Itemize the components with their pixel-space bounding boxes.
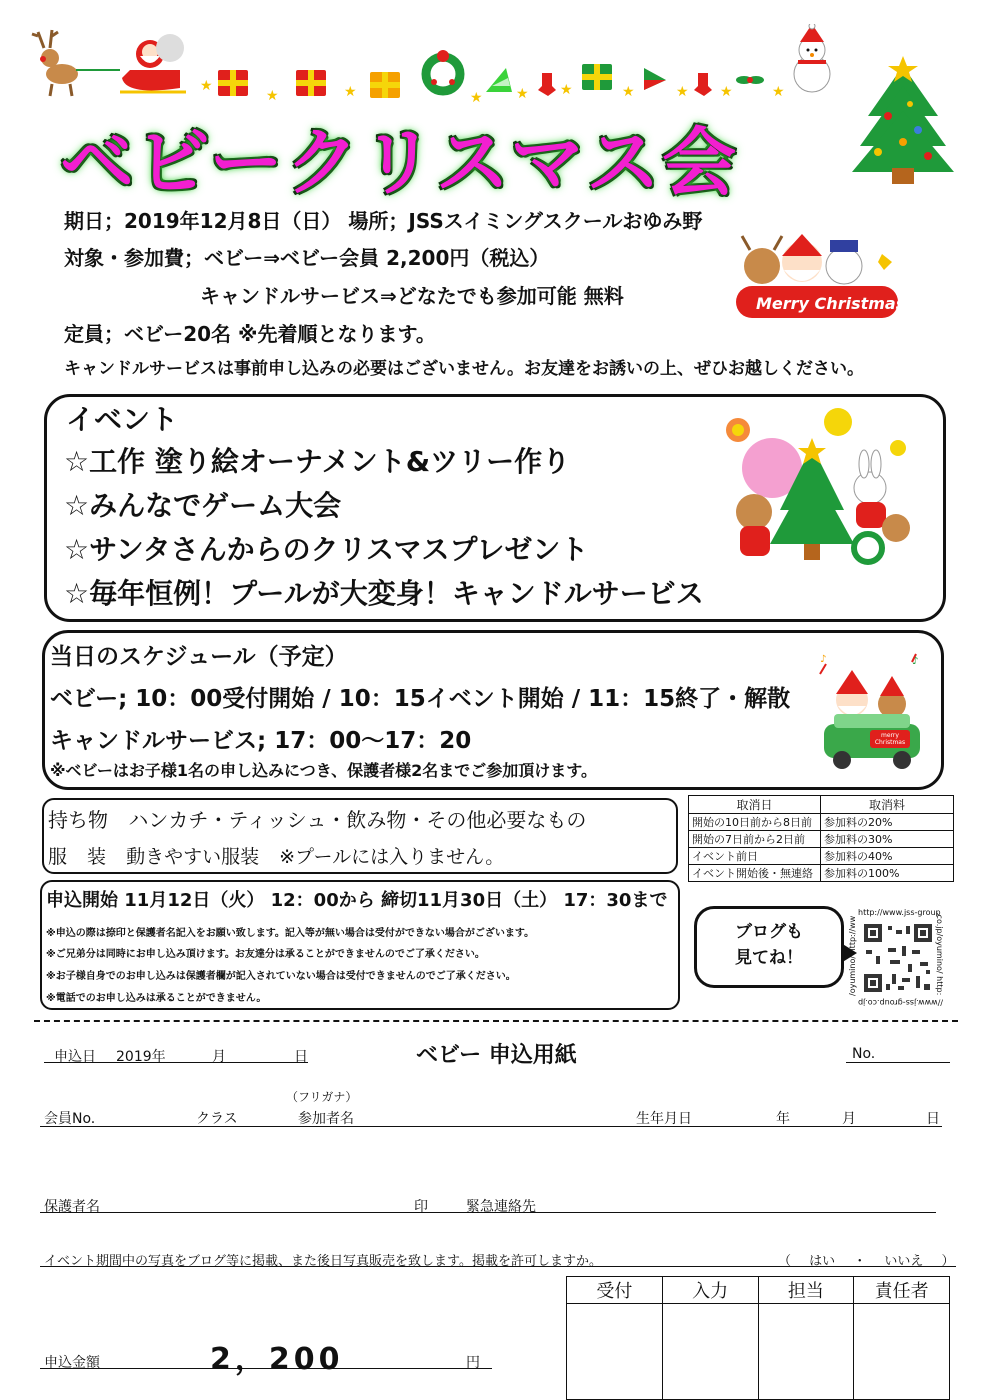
table-cell: イベント前日 (689, 848, 821, 865)
flag-icon (642, 66, 668, 96)
candle-note-line: キャンドルサービスは事前申し込みの必要はございません。お友達をお誘いの上、ぜひお越しください。 (64, 359, 865, 379)
table-cell: 参加料の30% (821, 831, 954, 848)
apply-day: 日 (294, 1049, 308, 1065)
target-fee-line: 対象・参加費；ベビー⇒ベビー会員 2,200円（税込） (64, 246, 550, 270)
class-label: クラス (196, 1111, 238, 1127)
clothes-line: 服 装 動きやすい服装 ※プールには入りません。 (48, 846, 505, 868)
application-note: ※お子様自身でのお申し込みは保護者欄が記入されていない場合は受付できませんのでご了承ください。 (46, 971, 516, 982)
svg-text:♪: ♪ (912, 656, 919, 667)
table-row (689, 796, 954, 814)
schedule-baby-line: ベビー; 10：00受付開始 / 10：15イベント開始 / 11：15終了・解散 (50, 686, 791, 712)
event-item: ☆工作 塗り絵オーナメント&ツリー作り (64, 445, 571, 478)
qr-url-text: .co.jp/oyumino/ http: (935, 912, 944, 996)
candle-service-line: キャンドルサービス⇒どなたでも参加可能 無料 (200, 284, 624, 308)
table-cell[interactable] (758, 1304, 854, 1400)
svg-text:♪: ♪ (820, 654, 827, 665)
capacity-line: 定員；ベビー20名 ※先着順となります。 (64, 322, 436, 346)
table-cell[interactable] (662, 1304, 758, 1400)
participant-field[interactable] (40, 1126, 942, 1127)
qr-url-text: /oyumino/ http://ww (848, 915, 857, 996)
blog-bubble (694, 906, 844, 988)
table-cell: 開始の7日前から2日前 (689, 831, 821, 848)
apply-date-field[interactable] (44, 1062, 308, 1063)
participant-label: 参加者名 (298, 1111, 354, 1127)
wreath-icon (418, 46, 468, 100)
application-note: ※電話でのお申し込みは承ることができません。 (46, 993, 267, 1004)
christmas-tree-illustration (848, 56, 958, 190)
apply-month: 月 (212, 1049, 226, 1065)
schedule-heading: 当日のスケジュール（予定） (50, 644, 348, 670)
application-period: 申込開始 11月12日（火） 12：00から 締切11月30日（土） 17：30まで (46, 890, 668, 911)
event-heading: イベント (66, 403, 179, 436)
table-header-cell: 担当 (758, 1277, 854, 1304)
table-cell[interactable] (567, 1304, 663, 1400)
qr-code-icon[interactable] (862, 922, 934, 994)
belongings-line: 持ち物 ハンカチ・ティッシュ・飲み物・その他必要なもの (48, 808, 587, 832)
star-icon: ★ (560, 82, 573, 98)
seal-label: 印 (414, 1199, 428, 1215)
member-no-label: 会員No. (44, 1111, 96, 1127)
yen-label: 円 (466, 1355, 480, 1371)
table-header-cell: 入力 (662, 1277, 758, 1304)
furigana-label: （フリガナ） (286, 1090, 358, 1104)
car-text: merry Christmas (874, 732, 906, 746)
table-row (567, 1277, 950, 1304)
reindeer-sleigh-illustration (30, 26, 190, 98)
office-use-table (566, 1276, 950, 1400)
table-cell[interactable] (854, 1304, 950, 1400)
star-icon: ★ (720, 84, 733, 100)
table-row (689, 865, 954, 882)
schedule-note: ※ベビーはお子様1名の申し込みにつき、保護者様2名までご参加頂けます。 (50, 761, 597, 780)
stocking-icon (692, 68, 714, 100)
merry-christmas-illustration (732, 232, 906, 322)
table-row (567, 1304, 950, 1400)
star-icon: ★ (266, 88, 279, 104)
event-item: ☆毎年恒例！プールが大変身！キャンドルサービス (64, 577, 704, 610)
amount-field[interactable] (40, 1368, 492, 1369)
holly-icon (736, 70, 764, 94)
guardian-field[interactable] (40, 1212, 936, 1213)
star-icon: ★ (516, 86, 529, 102)
gift-icon (296, 70, 326, 96)
table-header-cell: 取消日 (689, 796, 821, 814)
table-cell: 参加料の100% (821, 865, 954, 882)
emergency-label: 緊急連絡先 (466, 1199, 536, 1215)
apply-date-label: 申込日 (54, 1049, 96, 1065)
table-row (689, 814, 954, 831)
stocking-icon (536, 68, 558, 100)
table-row (689, 848, 954, 865)
apply-year: 2019年 (116, 1049, 166, 1065)
page-title: ベビークリスマス会 (60, 120, 739, 206)
star-icon: ★ (676, 84, 689, 100)
amount-value: 2，200 (210, 1342, 344, 1377)
no-field[interactable] (846, 1062, 950, 1063)
table-row (689, 831, 954, 848)
table-cell: イベント開始後・無連絡 (689, 865, 821, 882)
table-header-cell: 受付 (567, 1277, 663, 1304)
birth-year: 年 (776, 1111, 790, 1127)
date-location-line: 期日；2019年12月8日（日） 場所；JSSスイミングスクールおゆみ野 (64, 209, 703, 233)
cancellation-fee-table (688, 795, 954, 882)
gift-icon (370, 72, 400, 98)
guardian-label: 保護者名 (44, 1199, 100, 1215)
qr-url-text: http://www.jss-group (858, 908, 941, 917)
bubble-text: ブログも (735, 922, 803, 942)
bubble-text: 見てね！ (735, 948, 803, 968)
amount-label: 申込金額 (44, 1355, 100, 1371)
gift-icon (218, 70, 248, 96)
table-cell: 参加料の20% (821, 814, 954, 831)
snowman-icon (790, 24, 834, 100)
event-item: ☆みんなでゲーム大会 (64, 489, 342, 522)
santa-car-illustration (816, 650, 928, 774)
merry-christmas-text: Merry Christmas (756, 294, 906, 313)
no-label: No. (852, 1046, 876, 1062)
cut-line (34, 1020, 958, 1022)
qr-url-text: //www.jss-group.co.jp (858, 998, 944, 1007)
schedule-candle-line: キャンドルサービス; 17：00～17：20 (50, 728, 472, 754)
party-hat-icon (484, 66, 514, 98)
gift-icon (582, 64, 612, 90)
application-note: ※申込の際は捺印と保護者名記入をお願い致します。記入等が無い場合は受付ができない場合がございます。 (46, 928, 535, 939)
birth-month: 月 (842, 1111, 856, 1127)
event-item: ☆サンタさんからのクリスマスプレゼント (64, 533, 589, 566)
animals-tree-illustration (720, 404, 940, 588)
birth-label: 生年月日 (636, 1111, 692, 1127)
birth-day: 日 (926, 1111, 940, 1127)
application-note: ※ご兄弟分は同時にお申し込み頂けます。お友達分は承ることができませんのでご了承ください。 (46, 949, 485, 960)
consent-options[interactable]: （ はい ・ いいえ ） (778, 1254, 955, 1269)
star-icon: ★ (772, 84, 785, 100)
star-icon: ★ (344, 84, 357, 100)
form-title: ベビー 申込用紙 (416, 1043, 577, 1068)
star-icon: ★ (200, 78, 213, 94)
consent-line (40, 1266, 956, 1267)
table-cell: 開始の10日前から8日前 (689, 814, 821, 831)
table-cell: 参加料の40% (821, 848, 954, 865)
photo-consent-text: イベント期間中の写真をブログ等に掲載、また後日写真販売を致します。掲載を許可しますか。 (44, 1254, 602, 1269)
star-icon: ★ (470, 90, 483, 106)
star-icon: ★ (622, 84, 635, 100)
table-header-cell: 取消料 (821, 796, 954, 814)
table-header-cell: 責任者 (854, 1277, 950, 1304)
